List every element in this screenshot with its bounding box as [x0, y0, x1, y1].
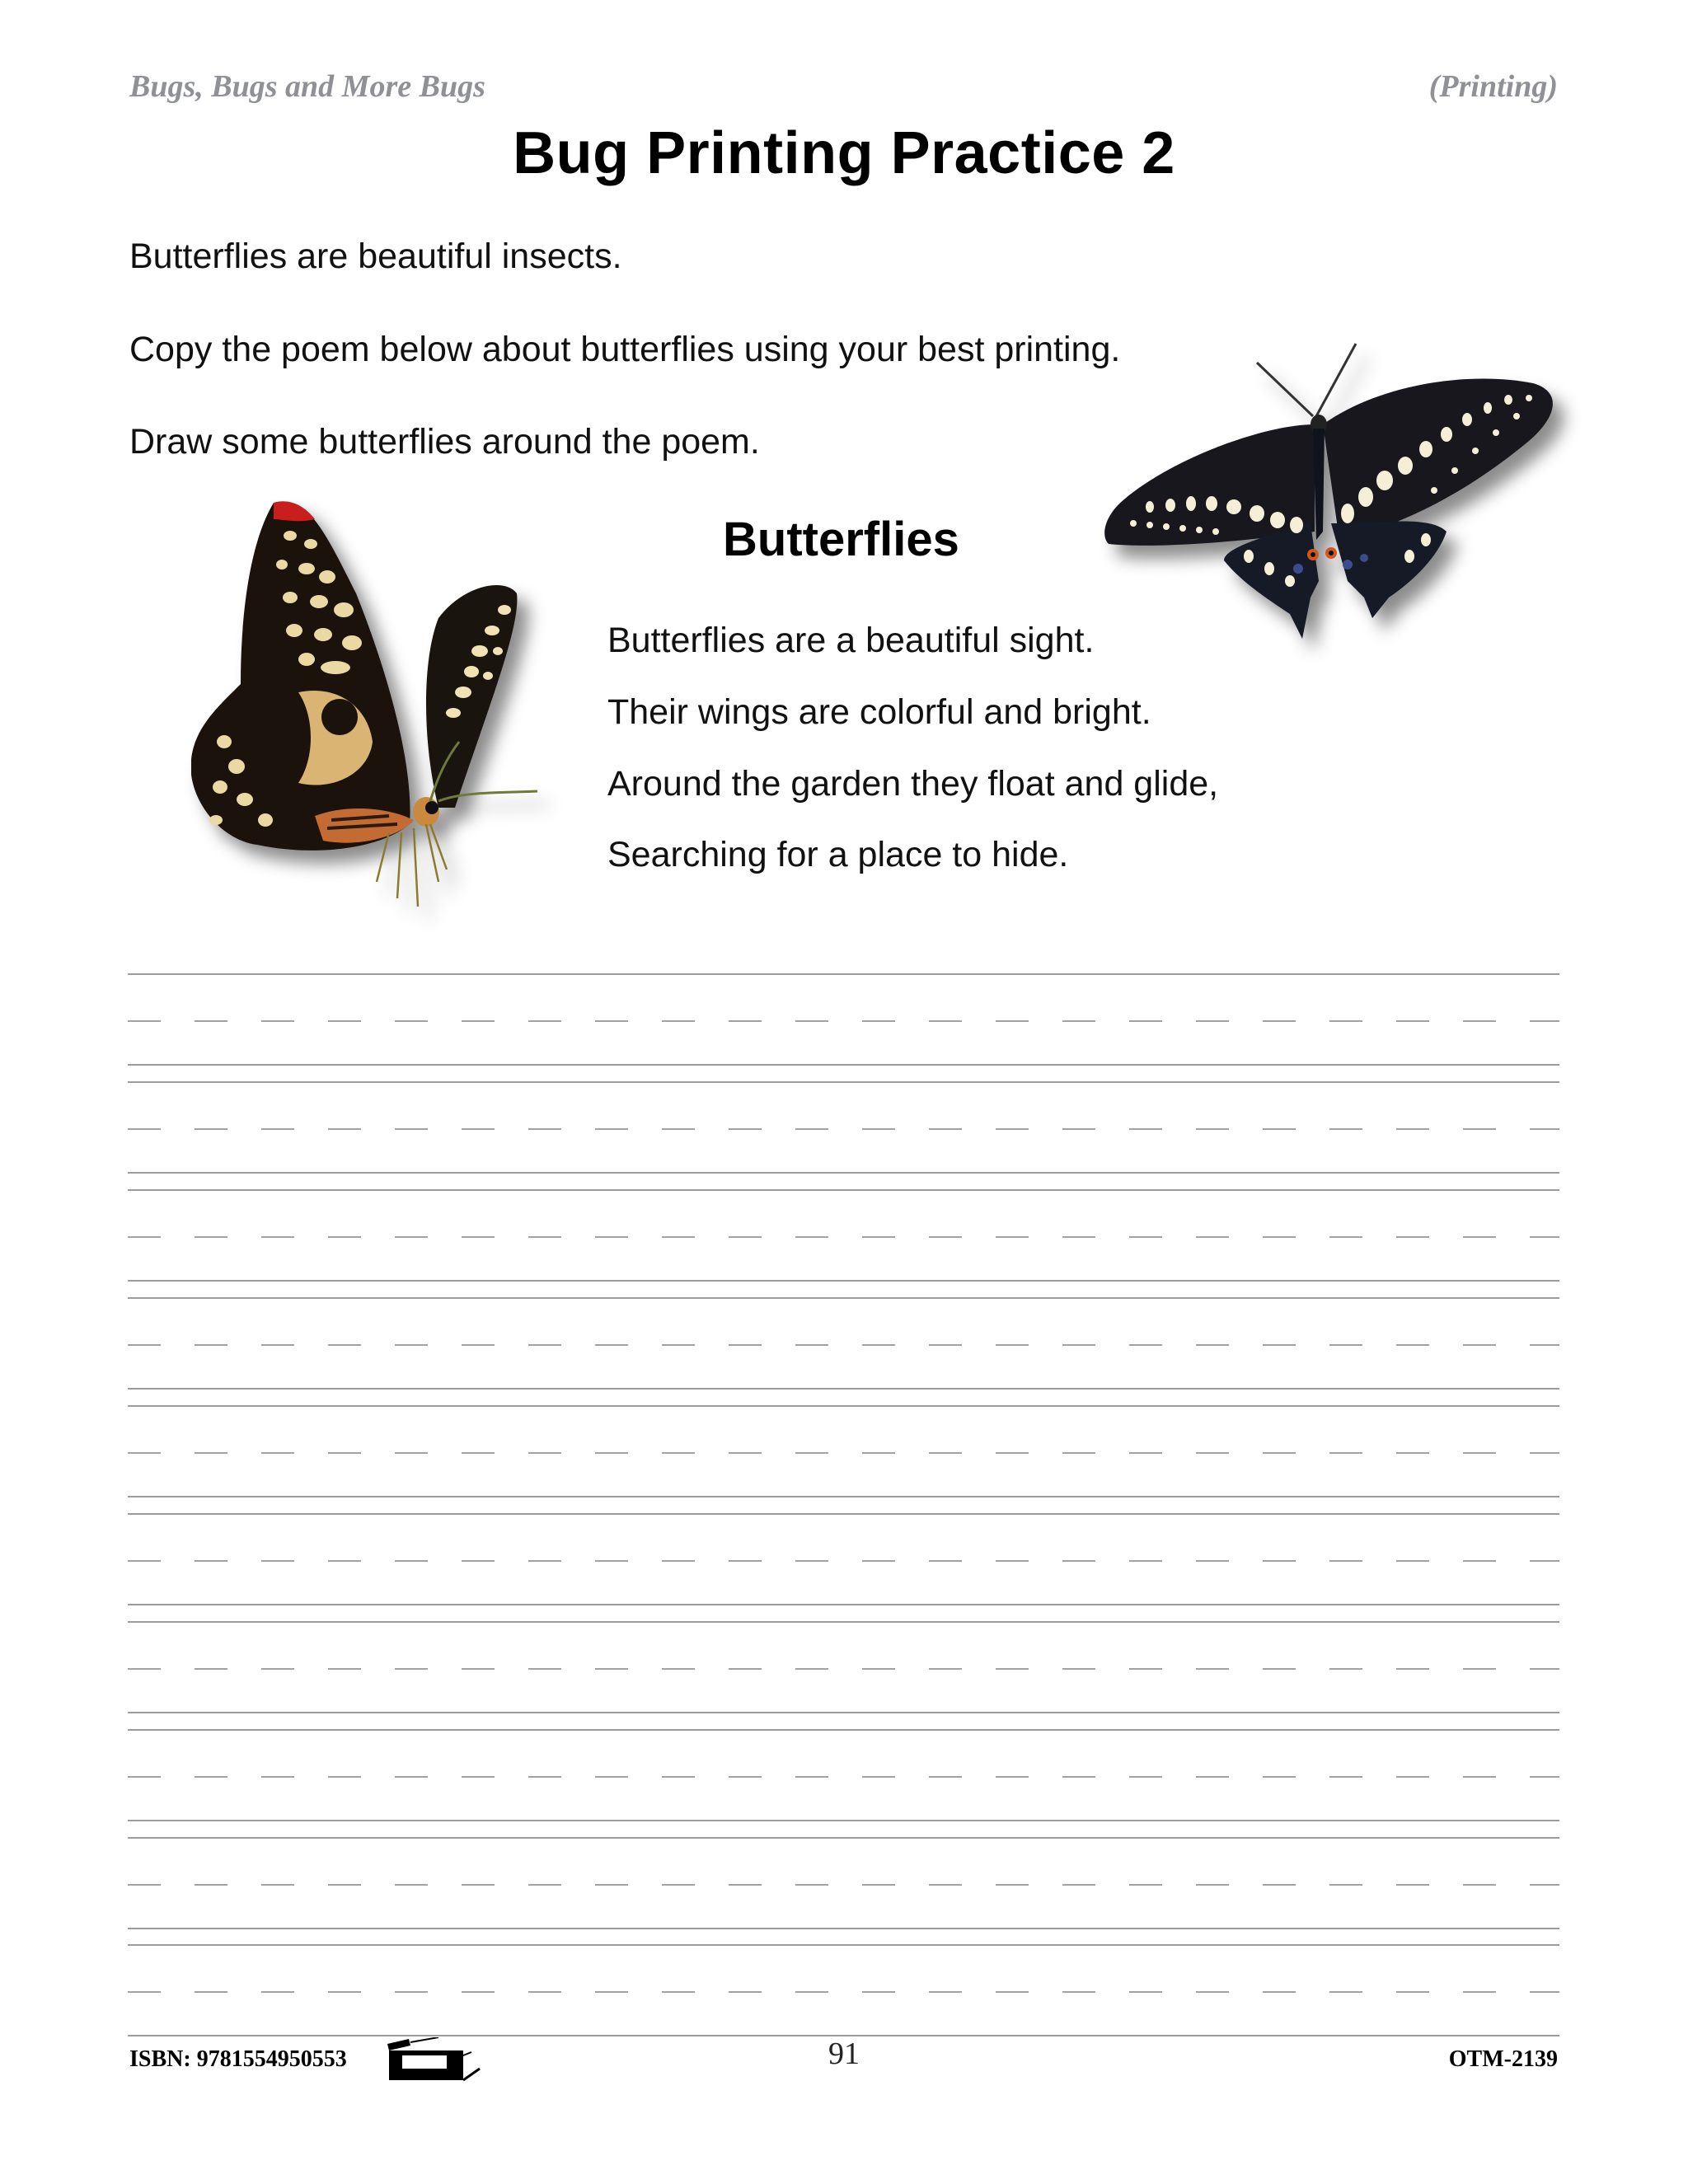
instruction-1: Butterflies are beautiful insects. [129, 237, 622, 276]
writing-row[interactable] [128, 1513, 1559, 1607]
writing-row[interactable] [128, 1189, 1559, 1283]
instruction-3: Draw some butterflies around the poem. [129, 422, 760, 462]
book-title: Bugs, Bugs and More Bugs [129, 69, 485, 104]
poem-line-4: Searching for a place to hide. [607, 835, 1069, 874]
writing-row[interactable] [128, 1297, 1559, 1391]
photocopier-icon [386, 2037, 481, 2083]
writing-row[interactable] [128, 973, 1559, 1067]
isbn-label: ISBN: 9781554950553 [129, 2046, 347, 2072]
poem-line-3: Around the garden they float and glide, [607, 764, 1219, 804]
writing-row[interactable] [128, 1081, 1559, 1175]
writing-row[interactable] [128, 1729, 1559, 1823]
poem-line-2: Their wings are colorful and bright. [607, 692, 1151, 732]
product-code: OTM-2139 [1448, 2046, 1558, 2072]
writing-row[interactable] [128, 1837, 1559, 1931]
section-label: (Printing) [1428, 69, 1558, 104]
page-title: Bug Printing Practice 2 [513, 120, 1175, 186]
instruction-2: Copy the poem below about butterflies using your best printing. [129, 330, 1121, 369]
writing-row[interactable] [128, 1621, 1559, 1715]
page-number: 91 [828, 2036, 860, 2071]
poem-line-1: Butterflies are a beautiful sight. [607, 621, 1095, 660]
writing-row[interactable] [128, 1405, 1559, 1499]
writing-row[interactable] [128, 1944, 1559, 2038]
black-swallowtail-butterfly-icon [1100, 334, 1562, 643]
poem-title: Butterflies [723, 513, 959, 566]
butterfly-side-view-icon [191, 494, 554, 915]
